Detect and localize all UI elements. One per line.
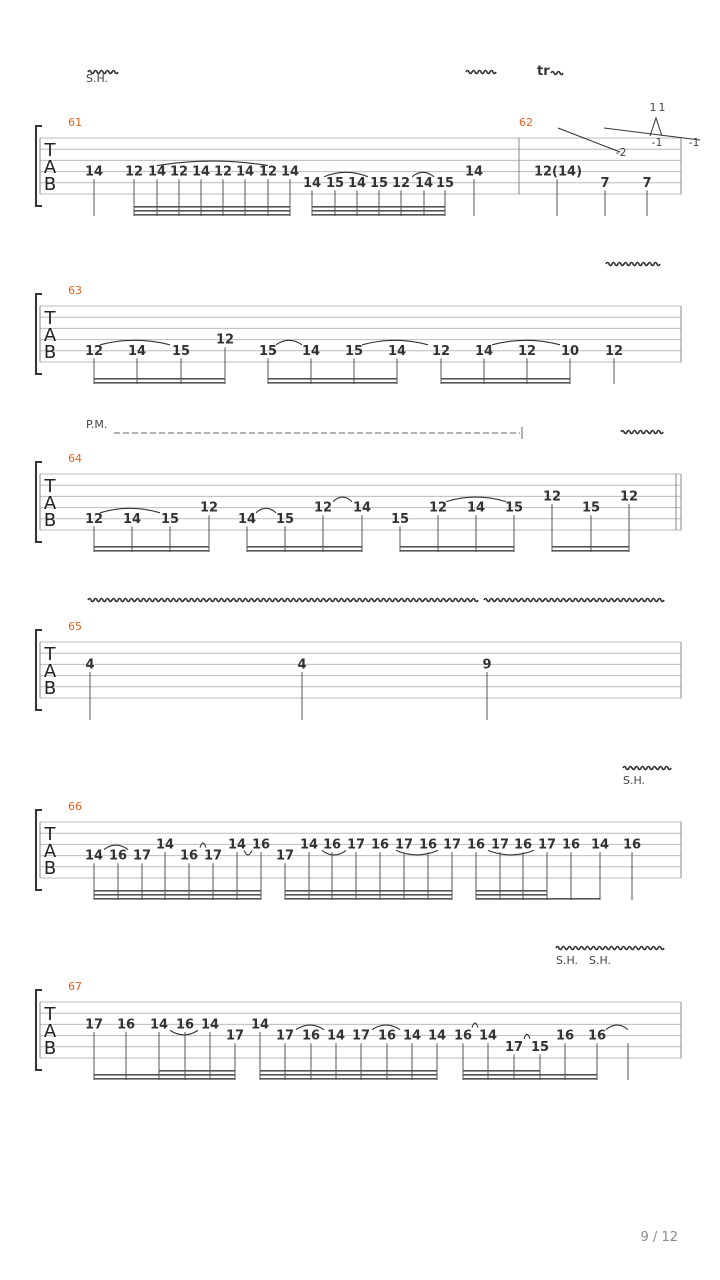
fret-number: 14 — [326, 1028, 346, 1044]
vibrato-mark — [88, 599, 478, 602]
beam — [94, 382, 225, 384]
string-harmonic-label: S.H. — [589, 954, 612, 967]
fret-number: 7 — [600, 175, 610, 191]
fret-number: 15 — [325, 175, 345, 191]
fret-number: 12 — [428, 500, 448, 516]
bend-arrow — [650, 118, 662, 136]
fret-number: 14 — [414, 175, 434, 191]
fret-number: 14 — [301, 343, 321, 359]
fret-number: 16 — [116, 1017, 136, 1033]
tab-letter-t: T — [44, 140, 56, 161]
fret-number: 14 — [84, 164, 104, 180]
beam — [463, 1078, 540, 1080]
bar-number: 64 — [68, 452, 82, 465]
fret-number: 14 — [466, 500, 486, 516]
fret-number: 14 — [191, 164, 211, 180]
fret-number: 14 — [464, 164, 484, 180]
tab-letter-a: A — [43, 661, 57, 682]
beam — [159, 1074, 235, 1076]
bar-number: 66 — [68, 800, 82, 813]
fret-number: 17 — [346, 837, 366, 853]
beam — [260, 1070, 437, 1072]
slur — [200, 843, 206, 848]
beam — [441, 378, 570, 380]
bar-number: 67 — [68, 980, 82, 993]
fret-number: 14 — [280, 164, 300, 180]
vibrato-mark — [466, 71, 496, 74]
slur — [256, 508, 276, 513]
fret-number: 4 — [297, 657, 307, 673]
vibrato-mark — [551, 72, 563, 75]
beam — [94, 546, 209, 548]
vibrato-mark — [606, 263, 660, 266]
fret-number: 15 — [530, 1039, 550, 1055]
fret-number: 12 — [517, 343, 537, 359]
beam — [247, 550, 362, 552]
beam — [94, 898, 261, 900]
beam — [552, 546, 629, 548]
fret-number: 14 — [474, 343, 494, 359]
fret-number: 14 — [122, 511, 142, 527]
fret-number: 12 — [213, 164, 233, 180]
fret-number: 14 — [250, 1017, 270, 1033]
tab-letter-b: B — [43, 510, 57, 531]
vibrato-mark — [621, 431, 663, 434]
tab-letter-a: A — [43, 493, 57, 514]
tab-letter-a: A — [43, 325, 57, 346]
fret-number: 16 — [466, 837, 486, 853]
fret-number: 16 — [108, 848, 128, 864]
slur — [472, 1023, 478, 1028]
fret-number: 15 — [275, 511, 295, 527]
beam — [476, 894, 547, 896]
fret-number: 17 — [394, 837, 414, 853]
fret-number: 17 — [84, 1017, 104, 1033]
bar-number: 62 — [519, 116, 533, 129]
fret-number: 14 — [235, 164, 255, 180]
vibrato-mark — [556, 947, 664, 950]
fret-number: 16 — [418, 837, 438, 853]
fret-number: 14 — [155, 837, 175, 853]
fret-number: 12 — [215, 332, 235, 348]
fret-number: 17 — [132, 848, 152, 864]
beam — [463, 1074, 540, 1076]
fret-number: 16 — [175, 1017, 195, 1033]
beam — [441, 382, 570, 384]
beam — [312, 214, 445, 216]
fret-number: 12 — [619, 489, 639, 505]
beam — [312, 206, 445, 208]
slur — [606, 1025, 628, 1030]
beam — [268, 382, 397, 384]
fret-number: 12 — [391, 175, 411, 191]
beam — [247, 546, 362, 548]
beam — [134, 210, 290, 212]
fret-number: 17 — [275, 1028, 295, 1044]
page-number: 9 / 12 — [640, 1230, 678, 1245]
beam — [94, 378, 225, 380]
tab-letter-t: T — [44, 476, 56, 497]
fret-number: 14 — [149, 1017, 169, 1033]
bar-number: 65 — [68, 620, 82, 633]
tab-letter-b: B — [43, 342, 57, 363]
tab-letter-b: B — [43, 678, 57, 699]
fret-number: 15 — [390, 511, 410, 527]
fret-number: 16 — [561, 837, 581, 853]
vibrato-mark — [623, 767, 671, 770]
fret-number: 14 — [84, 848, 104, 864]
fret-number: 16 — [587, 1028, 607, 1044]
beam — [94, 550, 209, 552]
beam — [476, 898, 600, 900]
fret-number: 14 — [127, 343, 147, 359]
fret-number: 12(14) — [533, 164, 583, 180]
tab-letter-t: T — [44, 308, 56, 329]
string-harmonic-label: S.H. — [556, 954, 579, 967]
string-harmonic-label: S.H. — [623, 774, 646, 787]
vibrato-mark — [484, 599, 664, 602]
fret-number: 14 — [478, 1028, 498, 1044]
beam — [260, 1078, 437, 1080]
fret-number: 12 — [124, 164, 144, 180]
fret-number: 16 — [322, 837, 342, 853]
beam — [134, 206, 290, 208]
bar-number: 61 — [68, 116, 82, 129]
tab-letter-a: A — [43, 157, 57, 178]
fret-number: 14 — [387, 343, 407, 359]
fret-number: 4 — [85, 657, 95, 673]
bend-label: -1 — [688, 136, 700, 149]
bend-label: -2 — [615, 146, 627, 159]
fret-number: 15 — [435, 175, 455, 191]
bar-number: 63 — [68, 284, 82, 297]
fret-number: 17 — [351, 1028, 371, 1044]
beam — [285, 894, 452, 896]
fret-number: 16 — [622, 837, 642, 853]
tab-letter-a: A — [43, 841, 57, 862]
beam — [400, 546, 514, 548]
fret-number: 15 — [504, 500, 524, 516]
beam — [94, 890, 261, 892]
fret-number: 17 — [504, 1039, 524, 1055]
fret-number: 14 — [227, 837, 247, 853]
palm-mute-label: P.M. — [86, 418, 108, 431]
fret-number: 15 — [258, 343, 278, 359]
fret-number: 16 — [555, 1028, 575, 1044]
tab-letter-t: T — [44, 824, 56, 845]
fret-number: 14 — [147, 164, 167, 180]
fret-number: 14 — [237, 511, 257, 527]
fret-number: 7 — [642, 175, 652, 191]
fret-number: 14 — [200, 1017, 220, 1033]
fret-number: 17 — [203, 848, 223, 864]
bend-label: 1 — [658, 101, 666, 114]
fret-number: 17 — [537, 837, 557, 853]
fret-number: 16 — [513, 837, 533, 853]
fret-number: 14 — [299, 837, 319, 853]
bend-line — [558, 128, 620, 152]
fret-number: 9 — [482, 657, 492, 673]
beam — [400, 550, 514, 552]
fret-number: 17 — [275, 848, 295, 864]
bend-label: 1 — [649, 101, 657, 114]
fret-number: 12 — [313, 500, 333, 516]
slur — [276, 340, 302, 345]
fret-number: 12 — [84, 343, 104, 359]
fret-number: 12 — [431, 343, 451, 359]
tab-letter-a: A — [43, 1021, 57, 1042]
tab-letter-b: B — [43, 174, 57, 195]
fret-number: 16 — [453, 1028, 473, 1044]
tab-letter-b: B — [43, 1038, 57, 1059]
slur — [524, 1034, 530, 1039]
fret-number: 12 — [199, 500, 219, 516]
beam — [268, 378, 397, 380]
trill-label: tr — [537, 64, 550, 79]
fret-number: 17 — [225, 1028, 245, 1044]
beam — [134, 214, 290, 216]
fret-number: 12 — [258, 164, 278, 180]
beam — [94, 894, 261, 896]
fret-number: 14 — [302, 175, 322, 191]
fret-number: 12 — [84, 511, 104, 527]
beam — [260, 1074, 437, 1076]
fret-number: 16 — [370, 837, 390, 853]
fret-number: 16 — [301, 1028, 321, 1044]
fret-number: 15 — [160, 511, 180, 527]
fret-number: 17 — [442, 837, 462, 853]
fret-number: 17 — [490, 837, 510, 853]
fret-number: 16 — [377, 1028, 397, 1044]
beam — [159, 1070, 235, 1072]
fret-number: 10 — [560, 343, 580, 359]
fret-number: 14 — [347, 175, 367, 191]
fret-number: 14 — [590, 837, 610, 853]
beam — [476, 890, 547, 892]
fret-number: 15 — [369, 175, 389, 191]
bend-label: -1 — [651, 136, 663, 149]
fret-number: 15 — [581, 500, 601, 516]
tab-letter-b: B — [43, 858, 57, 879]
fret-number: 14 — [352, 500, 372, 516]
fret-number: 16 — [179, 848, 199, 864]
slur — [333, 497, 352, 502]
beam — [312, 210, 445, 212]
fret-number: 12 — [542, 489, 562, 505]
beam — [285, 890, 452, 892]
fret-number: 12 — [169, 164, 189, 180]
tab-letter-t: T — [44, 644, 56, 665]
fret-number: 16 — [251, 837, 271, 853]
fret-number: 14 — [402, 1028, 422, 1044]
beam — [159, 1078, 235, 1080]
beam — [285, 898, 452, 900]
tab-letter-t: T — [44, 1004, 56, 1025]
beam — [463, 1070, 540, 1072]
fret-number: 15 — [171, 343, 191, 359]
fret-number: 14 — [427, 1028, 447, 1044]
string-harmonic-label: S.H. — [86, 72, 109, 85]
fret-number: 15 — [344, 343, 364, 359]
fret-number: 12 — [604, 343, 624, 359]
beam — [552, 550, 629, 552]
